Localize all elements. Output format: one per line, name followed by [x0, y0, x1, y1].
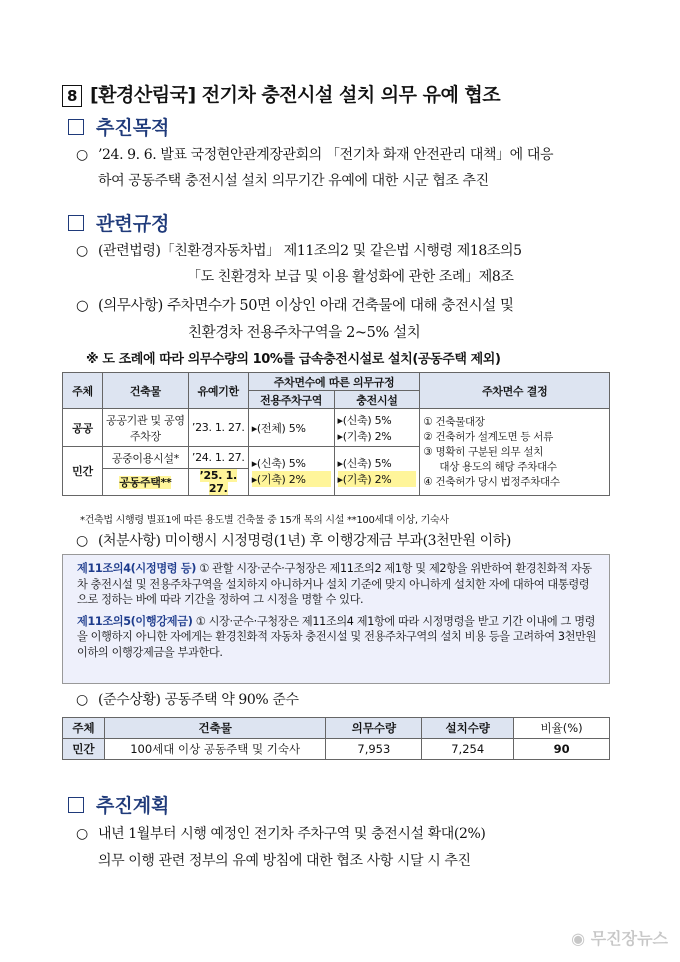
table-row	[63, 409, 610, 447]
header-rule-group: 주차면수에 따른 의무규정	[248, 373, 420, 391]
header-subject: 주체	[63, 373, 103, 409]
cell-building: 공중이용시설*	[102, 447, 188, 469]
cell-deadline: ’25. 1. 27.	[188, 469, 248, 496]
item-number: 8	[62, 85, 82, 107]
cell-subject: 공공	[63, 409, 103, 447]
header-subject: 주체	[63, 718, 105, 739]
cell-building: 공공기관 및 공영주차장	[102, 409, 188, 447]
watermark-emblem-icon: ◉	[571, 929, 586, 948]
cell-zone: ▸(전체) 5%	[248, 409, 334, 447]
header-decision: 주차면수 결정	[420, 373, 610, 409]
cell-building: 100세대 이상 공동주택 및 기숙사	[104, 739, 326, 760]
cell-deadline: ’24. 1. 27.	[188, 447, 248, 469]
law-line-2: 「도 친환경차 보급 및 이용 활성화에 관한 조례」제8조	[187, 269, 514, 285]
cell-subject: 민간	[63, 739, 105, 760]
cell-subject: 민간	[63, 447, 103, 496]
cell-installed: 7,254	[422, 739, 514, 760]
obligation-table	[62, 372, 610, 496]
title-text: [환경산림국] 전기차 충전시설 설치 의무 유예 협조	[90, 84, 501, 106]
watermark-logo: ◉ 무진장뉴스	[571, 929, 668, 948]
purpose-line-2: 하여 공동주택 충전시설 설치 의무기간 유예에 대한 시군 협조 추진	[98, 173, 489, 189]
header-zone: 전용주차구역	[248, 391, 334, 409]
duty-line-2: 친환경차 전용주차구역을 2~5% 설치	[188, 325, 421, 341]
duty-line-1: ○ (의무사항) 주차면수가 50면 이상인 아래 건축물에 대해 충전시설 및	[76, 298, 514, 314]
cell-zone: ▸(신축) 5% ▸(기축) 2%	[248, 447, 334, 496]
section-heading-plan: 추진계획	[68, 791, 169, 818]
square-bullet-icon	[68, 797, 84, 813]
square-bullet-icon	[68, 215, 84, 231]
header-deadline: 유예기한	[188, 373, 248, 409]
cell-required: 7,953	[326, 739, 422, 760]
header-required-count: 의무수량	[326, 718, 422, 739]
compliance-table	[62, 717, 610, 760]
law-excerpt-box	[62, 554, 610, 684]
cell-building: 공동주택**	[102, 469, 188, 496]
penalty-line: ○ (처분사항) 미이행시 시정명령(1년) 후 이행강제금 부과(3천만원 이하)	[76, 533, 511, 549]
header-building: 건축물	[104, 718, 326, 739]
document-title	[62, 80, 500, 107]
law-article-11-5: 제11조의5(이행강제금) ① 시장·군수·구청장은 제11조의4 제1항에 따라 시정명령을 받고 기간 이내에 그 명령을 이행하지 아니한 자에게는 환경친화적 자동차 충전시설 및 전용주차구역의 설치 비용 등을 고려하여 3천만원 이하의 이행강제금을 부과한다.	[77, 614, 597, 659]
cell-decision: ① 건축물대장 ② 건축허가 설계도면 등 서류 ③ 명확히 구분된 의무 설치 대상 용도의 해당 주차대수 ④ 건축허가 당시 법정주차대수	[420, 409, 610, 496]
plan-line-1: ○ 내년 1월부터 시행 예정인 전기차 주차구역 및 충전시설 확대(2%)	[76, 826, 486, 842]
section-heading-regulations: 관련규정	[68, 209, 169, 236]
table-row	[63, 739, 610, 760]
compliance-line: ○ (준수상황) 공동주택 약 90% 준수	[76, 692, 299, 708]
duty-note: ※ 도 조례에 따라 의무수량의 10%를 급속충전시설로 설치(공동주택 제외)	[86, 352, 501, 367]
cell-ratio: 90	[514, 739, 610, 760]
law-article-11-4: 제11조의4(시정명령 등) ① 관할 시장·군수·구청장은 제11조의2 제1항 및 제2항을 위반하여 환경친화적 자동차 충전시설 및 전용주차구역을 설치하지 아니하거나 설치 기준에 맞지 아니하게 설치한 자에 대하여 대통령령으로 정하는 바에 따라 기간을 정하여 그 시정을 명할 수 있다.	[77, 562, 592, 606]
cell-charger: ▸(신축) 5% ▸(기축) 2%	[334, 409, 420, 447]
law-line-1: ○ (관련법령)「친환경자동차법」 제11조의2 및 같은법 시행령 제18조의5	[76, 243, 522, 259]
section-heading-purpose: 추진목적	[68, 113, 169, 140]
header-building: 건축물	[102, 373, 188, 409]
cell-charger: ▸(신축) 5% ▸(기축) 2%	[334, 447, 420, 496]
square-bullet-icon	[68, 119, 84, 135]
plan-line-2: 의무 이행 관련 정부의 유예 방침에 대한 협조 사항 시달 시 추진	[98, 853, 471, 869]
header-ratio: 비율(%)	[514, 718, 610, 739]
table-footnote: *건축법 시행령 별표1에 따른 용도별 건축물 중 15개 목의 시설 **100세대 이상, 기숙사	[80, 515, 449, 526]
header-charger: 충전시설	[334, 391, 420, 409]
cell-deadline: ’23. 1. 27.	[188, 409, 248, 447]
header-installed-count: 설치수량	[422, 718, 514, 739]
purpose-line-1: ○ ’24. 9. 6. 발표 국정현안관계장관회의 「전기차 화재 안전관리 대책」에 대응	[76, 147, 554, 163]
